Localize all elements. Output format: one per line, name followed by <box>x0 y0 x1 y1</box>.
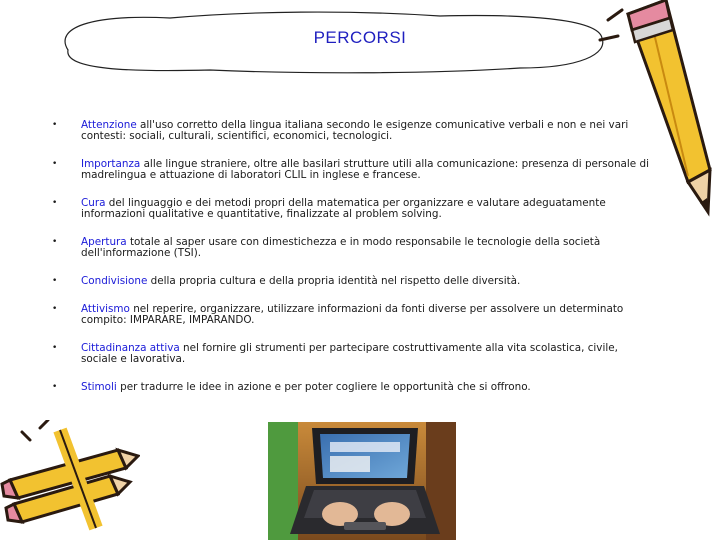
list-item <box>52 237 652 259</box>
item-text: alle lingue straniere, oltre alle basilari strutture utili alla comunicazione: presenza di personale di madrelingua e attuazione di laboratori CLIL in inglese e francese. <box>81 158 649 181</box>
item-keyword: Attenzione <box>81 119 137 131</box>
item-text: per tradurre le idee in azione e per poter cogliere le opportunità che si offrono. <box>116 381 531 393</box>
item-text: del linguaggio e dei metodi propri della matematica per organizzare e valutare adeguatamente informazioni qualitative e quantitative, finalizzate al problem solving. <box>81 197 606 220</box>
item-keyword: Stimoli <box>81 381 117 393</box>
content-list <box>52 120 652 393</box>
page-title: PERCORSI <box>313 28 407 47</box>
list-item <box>52 159 652 181</box>
item-text: nel reperire, organizzare, utilizzare informazioni da fonti diverse per assolvere un determinato compito: IMPARARE, IMPARANDO. <box>81 303 624 326</box>
item-keyword: Cittadinanza attiva <box>81 342 180 354</box>
item-text: totale al saper usare con dimestichezza e in modo responsabile le tecnologie della società dell'informazione (TSI). <box>81 236 601 259</box>
item-keyword: Importanza <box>81 158 141 170</box>
list-item <box>52 120 652 142</box>
item-keyword: Attivismo <box>81 303 130 315</box>
list-item <box>52 382 652 393</box>
item-text: della propria cultura e della propria identità nel rispetto delle diversità. <box>147 275 521 287</box>
laptop-photo <box>268 422 456 540</box>
item-keyword: Apertura <box>81 236 127 248</box>
item-text: nel fornire gli strumenti per partecipare costruttivamente alla vita scolastica, civile, sociale e lavorativa. <box>81 342 618 365</box>
item-keyword: Condivisione <box>81 275 148 287</box>
list-item <box>52 276 652 287</box>
list-item <box>52 304 652 326</box>
item-keyword: Cura <box>81 197 106 209</box>
list-item <box>52 198 652 220</box>
item-text: all'uso corretto della lingua italiana secondo le esigenze comunicative verbali e non e nei vari contesti: sociali, culturali, scientifici, economici, tecnologici. <box>81 119 629 142</box>
list-item <box>52 343 652 365</box>
pencils-icon <box>0 420 140 540</box>
